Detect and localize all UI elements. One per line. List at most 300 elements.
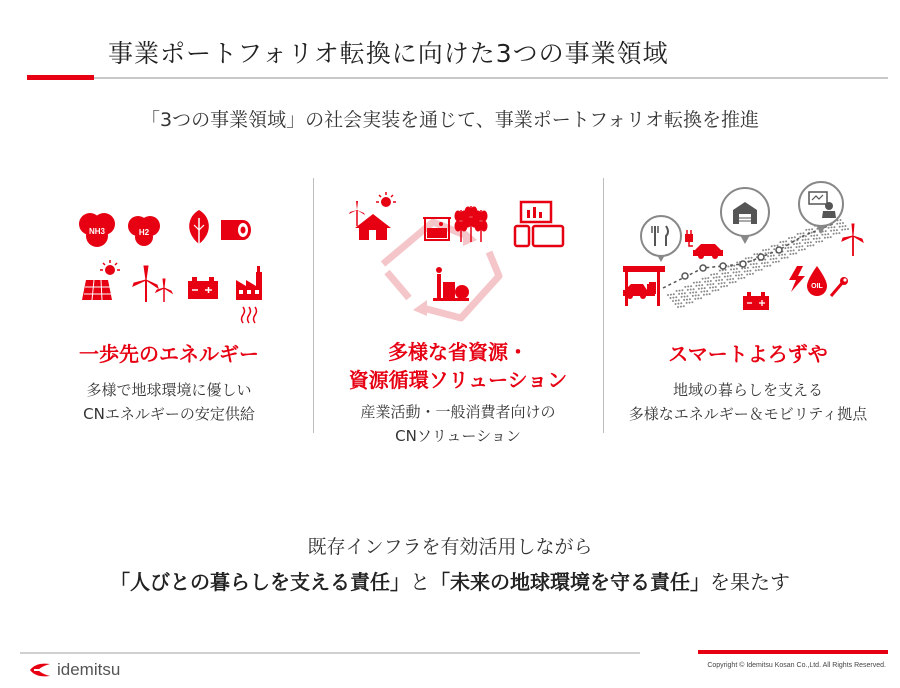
- map-dot: [736, 262, 738, 264]
- map-dot: [718, 279, 720, 281]
- map-dot: [667, 294, 669, 296]
- map-dot: [681, 296, 683, 298]
- map-dot: [695, 291, 697, 293]
- map-dot: [748, 257, 750, 259]
- map-dot: [810, 241, 812, 243]
- map-dot: [821, 240, 823, 242]
- map-dot: [676, 290, 678, 292]
- map-dot: [709, 293, 711, 295]
- map-dot: [712, 290, 714, 292]
- column-title: [313, 338, 603, 394]
- map-dot: [733, 268, 735, 270]
- map-dot: [700, 291, 702, 293]
- map-dot: [679, 290, 681, 292]
- map-dot: [721, 279, 723, 281]
- map-dot: [793, 249, 795, 251]
- map-dot: [751, 257, 753, 259]
- map-dot: [839, 226, 841, 228]
- map-dot: [730, 275, 732, 277]
- map-dot: [694, 298, 696, 300]
- map-dot: [773, 255, 775, 257]
- map-dot: [677, 303, 679, 305]
- map-dot: [811, 232, 813, 234]
- map-dot: [726, 279, 728, 281]
- map-dot: [769, 265, 771, 267]
- map-dot: [707, 284, 709, 286]
- map-dot: [715, 289, 717, 291]
- battery-icon: [188, 277, 218, 299]
- subtitle: 「3つの事業領域」の社会実装を通じて、事業ポートフォリオ転換を推進: [140, 109, 759, 131]
- map-dot: [778, 261, 780, 263]
- local-hub-icons: [603, 180, 893, 330]
- map-dot: [833, 226, 835, 228]
- map-dot: [752, 266, 754, 268]
- map-dot: [753, 253, 755, 255]
- ev-charging-icon: [685, 230, 723, 259]
- map-dot: [761, 262, 763, 264]
- map-dot: [764, 259, 766, 261]
- map-dot: [765, 249, 767, 251]
- eco-house-icon: [349, 192, 396, 240]
- map-dot: [797, 233, 799, 235]
- nh3-molecule-icon: [79, 213, 115, 247]
- description-line: 産業活動・一般消費者向けの: [360, 403, 556, 421]
- map-dot: [762, 249, 764, 251]
- map-dot: [778, 254, 780, 256]
- copyright: Copyright © Idemitsu Kosan Co.,Ltd. All Rights Reserved.: [707, 662, 886, 669]
- map-dot: [686, 295, 688, 297]
- column-description: [24, 378, 314, 426]
- map-dot: [805, 235, 807, 237]
- map-dot: [718, 283, 720, 285]
- footer-accent-bar: [698, 650, 888, 654]
- map-dot: [808, 229, 810, 231]
- map-dot: [700, 297, 702, 299]
- map-dot: [768, 249, 770, 251]
- title-accent-bar: [27, 75, 94, 80]
- map-dot: [787, 257, 789, 259]
- description-line: 地域の暮らしを支える: [672, 381, 823, 399]
- map-dot: [839, 222, 841, 224]
- map-dot: [724, 272, 726, 274]
- map-dot: [727, 272, 729, 274]
- map-dot: [710, 283, 712, 285]
- map-dot: [844, 228, 846, 230]
- map-dot: [827, 233, 829, 235]
- map-dot: [764, 262, 766, 264]
- map-dot: [689, 292, 691, 294]
- map-dot: [775, 258, 777, 260]
- map-dot: [799, 242, 801, 244]
- map-dot: [768, 252, 770, 254]
- map-dot: [818, 241, 820, 243]
- map-dot: [828, 227, 830, 229]
- column-description: [603, 378, 893, 426]
- map-dot: [726, 285, 728, 287]
- map-dot: [729, 278, 731, 280]
- description-line: 多様なエネルギー＆モビリティ拠点: [628, 405, 868, 423]
- map-dot: [749, 273, 751, 275]
- map-dot: [719, 270, 721, 272]
- map-dot: [799, 236, 801, 238]
- map-dot: [746, 274, 748, 276]
- map-dot: [796, 246, 798, 248]
- title-line: 多様な省資源・: [388, 340, 528, 364]
- nh3-label: NH3: [88, 227, 106, 236]
- map-dot: [798, 246, 800, 248]
- map-dot: [792, 253, 794, 255]
- map-dot: [721, 273, 723, 275]
- map-dot: [836, 223, 838, 225]
- map-dot: [680, 306, 682, 308]
- idemitsu-logo-icon: [28, 660, 52, 680]
- map-dot: [673, 293, 675, 295]
- map-dot: [693, 288, 695, 290]
- map-dot: [687, 286, 689, 288]
- map-dot: [675, 300, 677, 302]
- map-dot: [788, 237, 790, 239]
- map-dot: [701, 284, 703, 286]
- map-dot: [710, 274, 712, 276]
- map-dot: [790, 246, 792, 248]
- map-dot: [836, 229, 838, 231]
- map-dot: [730, 269, 732, 271]
- map-dot: [749, 270, 751, 272]
- map-dot: [683, 305, 685, 307]
- map-dot: [801, 249, 803, 251]
- map-dot: [833, 229, 835, 231]
- map-dot: [724, 282, 726, 284]
- column-description: [313, 400, 603, 448]
- map-dot: [698, 288, 700, 290]
- map-dot: [841, 229, 843, 231]
- company-logo: [28, 658, 120, 682]
- column-title: スマートよろずや: [668, 342, 828, 366]
- map-dot: [842, 222, 844, 224]
- map-dot: [831, 226, 833, 228]
- map-dot: [789, 253, 791, 255]
- map-dot: [741, 268, 743, 270]
- map-dot: [713, 273, 715, 275]
- map-dot: [787, 250, 789, 252]
- map-dot: [821, 234, 823, 236]
- responsibility-livelihood: 「人びとの暮らしを支える責任」: [110, 570, 410, 594]
- map-dot: [695, 295, 697, 297]
- map-dot: [795, 252, 797, 254]
- map-dot: [720, 286, 722, 288]
- warehouse-balloon-icon: [721, 188, 769, 244]
- oil-drop-icon: [807, 266, 827, 296]
- column-title: 一歩先のエネルギー: [79, 342, 259, 366]
- map-dot: [689, 298, 691, 300]
- map-dot: [705, 277, 707, 279]
- map-dot: [802, 232, 804, 234]
- map-dot: [807, 245, 809, 247]
- electricity-icon: [789, 266, 805, 292]
- map-dot: [796, 243, 798, 245]
- map-dot: [715, 286, 717, 288]
- map-dot: [670, 294, 672, 296]
- map-dot: [807, 238, 809, 240]
- map-dot: [740, 277, 742, 279]
- description-line: CNソリューション: [395, 427, 521, 445]
- map-dot: [717, 289, 719, 291]
- map-dot: [784, 257, 786, 259]
- map-dot: [773, 248, 775, 250]
- map-dot: [719, 276, 721, 278]
- map-dot: [738, 274, 740, 276]
- map-dot: [771, 245, 773, 247]
- map-dot: [727, 275, 729, 277]
- map-dot: [690, 285, 692, 287]
- map-dot: [836, 232, 838, 234]
- map-dot: [703, 294, 705, 296]
- map-dot: [804, 242, 806, 244]
- map-dot: [787, 247, 789, 249]
- map-dot: [697, 298, 699, 300]
- map-dot: [678, 293, 680, 295]
- h2-label: H2: [138, 228, 150, 237]
- map-dot: [747, 267, 749, 269]
- map-dot: [744, 271, 746, 273]
- map-dot: [782, 244, 784, 246]
- map-dot: [755, 266, 757, 268]
- map-dot: [733, 272, 735, 274]
- logo-text: idemitsu: [57, 660, 121, 679]
- map-dot: [815, 241, 817, 243]
- map-dot: [704, 287, 706, 289]
- map-dot: [687, 289, 689, 291]
- footer-divider: [20, 652, 640, 654]
- map-dot: [693, 282, 695, 284]
- map-dot: [735, 271, 737, 273]
- map-dot: [743, 277, 745, 279]
- map-dot: [735, 281, 737, 283]
- map-dot: [756, 263, 758, 265]
- clinic-balloon-icon: [799, 182, 843, 234]
- map-dot: [729, 282, 731, 284]
- page-title: 事業ポートフォリオ転換に向けた3つの事業領域: [108, 39, 669, 68]
- map-dot: [715, 280, 717, 282]
- title-underline: [94, 77, 888, 79]
- map-dot: [774, 245, 776, 247]
- map-dot: [805, 239, 807, 241]
- map-dot: [698, 284, 700, 286]
- map-dot: [791, 237, 793, 239]
- description-line: 多様で地球環境に優しい: [86, 381, 252, 399]
- map-dot: [684, 292, 686, 294]
- map-dot: [690, 289, 692, 291]
- map-dot: [728, 266, 730, 268]
- map-dot: [767, 262, 769, 264]
- map-dot: [707, 280, 709, 282]
- map-dot: [847, 228, 849, 230]
- map-dot: [699, 281, 701, 283]
- map-dot: [735, 275, 737, 277]
- map-dot: [758, 269, 760, 271]
- map-dot: [698, 294, 700, 296]
- map-dot: [766, 265, 768, 267]
- map-dot: [752, 273, 754, 275]
- map-dot: [686, 299, 688, 301]
- devices-icon: [515, 202, 563, 246]
- map-dot: [716, 273, 718, 275]
- map-dot: [738, 271, 740, 273]
- map-dot: [672, 297, 674, 299]
- map-dot: [712, 286, 714, 288]
- map-dot: [775, 261, 777, 263]
- map-dot: [713, 277, 715, 279]
- map-dot: [781, 257, 783, 259]
- map-dot: [670, 297, 672, 299]
- map-dot: [681, 293, 683, 295]
- map-dot: [695, 285, 697, 287]
- map-dot: [692, 292, 694, 294]
- map-dot: [840, 219, 842, 221]
- map-dot: [761, 269, 763, 271]
- fuel-pump-icon: [649, 282, 656, 294]
- map-dot: [805, 229, 807, 231]
- map-dot: [845, 225, 847, 227]
- map-dot: [813, 235, 815, 237]
- wind-turbine-icon: [133, 266, 172, 302]
- map-dot: [781, 254, 783, 256]
- map-dot: [706, 293, 708, 295]
- conclusion-line-2: [0, 566, 900, 595]
- map-dot: [706, 290, 708, 292]
- map-dot: [680, 302, 682, 304]
- oil-label: OIL: [811, 283, 823, 290]
- map-dot: [800, 233, 802, 235]
- map-dot: [767, 255, 769, 257]
- map-dot: [703, 290, 705, 292]
- leaf-icon: [189, 210, 209, 246]
- map-dot: [724, 276, 726, 278]
- map-dot: [675, 296, 677, 298]
- map-dot: [672, 300, 674, 302]
- map-dot: [721, 282, 723, 284]
- map-dot: [784, 254, 786, 256]
- map-dot: [779, 241, 781, 243]
- biomass-log-icon: [221, 220, 251, 240]
- conjunction-text: と: [410, 570, 430, 594]
- column-next-energy: [24, 180, 314, 426]
- map-dot: [793, 243, 795, 245]
- map-dot: [827, 237, 829, 239]
- map-dot: [702, 278, 704, 280]
- map-dot: [790, 250, 792, 252]
- map-dot: [763, 265, 765, 267]
- map-dot: [710, 280, 712, 282]
- map-dot: [678, 299, 680, 301]
- map-dot: [689, 302, 691, 304]
- column-resource-circulation: [313, 180, 603, 448]
- map-dot: [709, 287, 711, 289]
- map-dot: [704, 281, 706, 283]
- map-dot: [707, 277, 709, 279]
- map-dot: [733, 265, 735, 267]
- map-dot: [772, 261, 774, 263]
- map-dot: [677, 306, 679, 308]
- map-dot: [741, 274, 743, 276]
- map-dot: [692, 295, 694, 297]
- map-dot: [750, 263, 752, 265]
- map-dot: [716, 276, 718, 278]
- solar-panel-icon: [82, 260, 120, 300]
- wrench-icon: [831, 277, 848, 296]
- circulation-icons: [313, 180, 603, 330]
- map-dot: [784, 247, 786, 249]
- map-dot: [804, 248, 806, 250]
- map-dot: [773, 258, 775, 260]
- restaurant-balloon-icon: [641, 216, 681, 262]
- map-dot: [833, 233, 835, 235]
- map-dot: [684, 286, 686, 288]
- map-dot: [824, 234, 826, 236]
- map-dot: [819, 237, 821, 239]
- map-dot: [732, 281, 734, 283]
- battery-icon: [743, 292, 769, 310]
- map-dot: [675, 303, 677, 305]
- chemical-plant-icon: [433, 267, 469, 301]
- map-dot: [810, 235, 812, 237]
- map-dot: [825, 230, 827, 232]
- map-dot: [755, 269, 757, 271]
- column-smart-yorozuya: [603, 180, 893, 426]
- map-dot: [816, 234, 818, 236]
- map-dot: [701, 287, 703, 289]
- map-dot: [812, 244, 814, 246]
- map-dot: [732, 278, 734, 280]
- map-dot: [738, 278, 740, 280]
- map-dot: [794, 236, 796, 238]
- map-dot: [770, 258, 772, 260]
- map-dot: [736, 268, 738, 270]
- map-dot: [785, 240, 787, 242]
- map-dot: [683, 299, 685, 301]
- map-dot: [830, 230, 832, 232]
- map-dot: [691, 301, 693, 303]
- map-dot: [745, 257, 747, 259]
- map-dot: [802, 239, 804, 241]
- map-dot: [758, 266, 760, 268]
- conclusion-line-1: 既存インフラを有効活用しながら: [307, 536, 593, 558]
- map-dot: [798, 249, 800, 251]
- map-dot: [830, 236, 832, 238]
- h2-molecule-icon: [128, 216, 160, 246]
- map-dot: [684, 296, 686, 298]
- map-dot: [753, 263, 755, 265]
- map-dot: [770, 255, 772, 257]
- factory-icon: [236, 266, 262, 323]
- map-dot: [813, 238, 815, 240]
- title-line: 資源循環ソリューション: [348, 368, 568, 392]
- map-dot: [782, 241, 784, 243]
- map-dot: [777, 245, 779, 247]
- energy-icons: [24, 180, 314, 330]
- responsibility-environment: 「未来の地球環境を守る責任」: [430, 570, 710, 594]
- map-dot: [801, 245, 803, 247]
- map-dot: [696, 281, 698, 283]
- map-dot: [810, 245, 812, 247]
- map-dot: [712, 283, 714, 285]
- map-dot: [747, 270, 749, 272]
- map-dot: [686, 302, 688, 304]
- map-dot: [838, 232, 840, 234]
- map-dot: [765, 252, 767, 254]
- map-dot: [816, 238, 818, 240]
- map-dot: [824, 237, 826, 239]
